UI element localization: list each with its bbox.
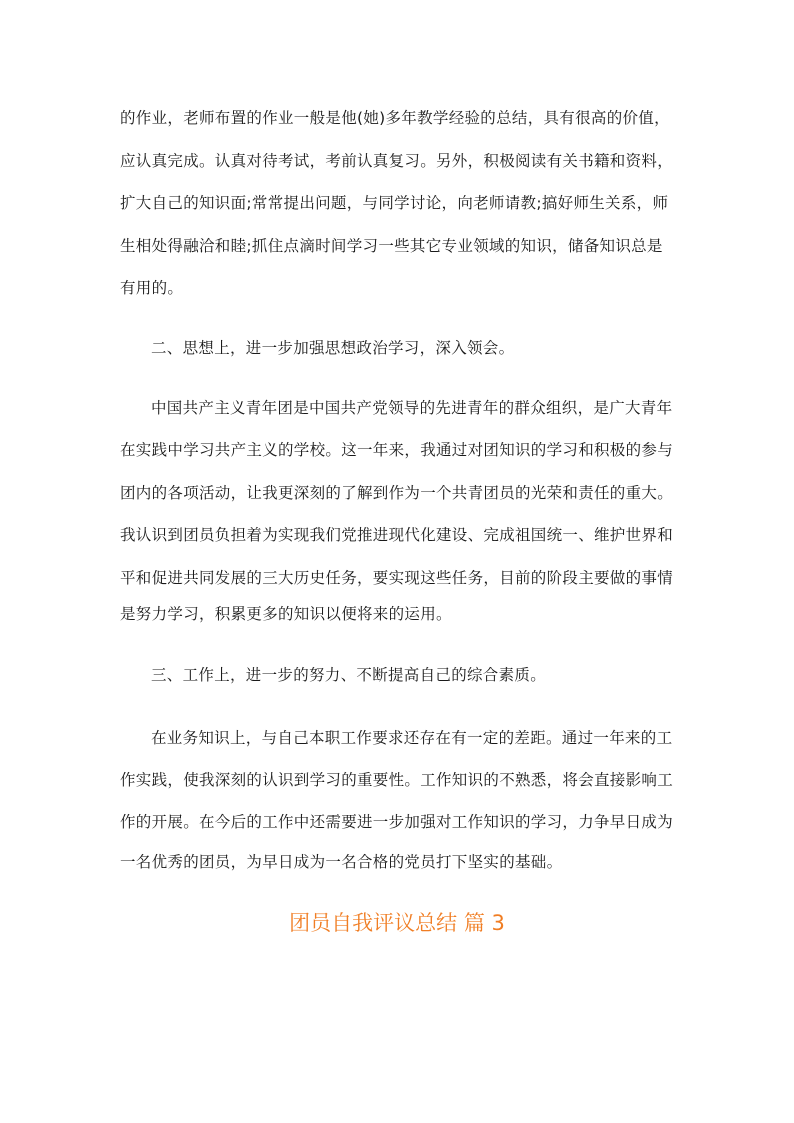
text-line: 应认真完成。认真对待考试，考前认真复习。另外，积极阅读有关书籍和资料，	[120, 152, 674, 170]
text-line: 是努力学习，积累更多的知识以便将来的运用。	[120, 605, 452, 623]
text-line: 团内的各项活动，让我更深刻的了解到作为一个共青团员的光荣和责任的重大。	[120, 484, 674, 502]
text-line: 作的开展。在今后的工作中还需要进一步加强对工作知识的学习，力争早日成为	[120, 813, 674, 831]
text-line: 的作业，老师布置的作业一般是他(她)多年教学经验的总结，具有很高的价值，	[120, 109, 670, 127]
section-heading: 团员自我评议总结 篇 3	[289, 911, 505, 935]
point-two-heading: 二、思想上，进一步加强思想政治学习，深入领会。	[151, 339, 515, 357]
text-line: 在业务知识上，与自己本职工作要求还存在有一定的差距。通过一年来的工	[151, 729, 673, 747]
text-line: 有用的。	[120, 279, 184, 297]
text-line: 我认识到团员负担着为实现我们党推进现代化建设、完成祖国统一、维护世界和	[120, 526, 674, 544]
text-line: 在实践中学习共产主义的学校。这一年来，我通过对团知识的学习和积极的参与	[120, 441, 674, 459]
point-three-heading: 三、工作上，进一步的努力、不断提高自己的综合素质。	[151, 666, 547, 684]
text-line: 一名优秀的团员，为早日成为一名合格的党员打下坚实的基础。	[120, 853, 563, 871]
text-line: 中国共产主义青年团是中国共产党领导的先进青年的群众组织，是广大青年	[151, 399, 673, 417]
text-line: 生相处得融洽和睦;抓住点滴时间学习一些其它专业领域的知识，储备知识总是	[120, 237, 663, 255]
text-line: 作实践，使我深刻的认识到学习的重要性。工作知识的不熟悉，将会直接影响工	[120, 771, 674, 789]
text-line: 扩大自己的知识面;常常提出问题，与同学讨论，向老师请教;搞好师生关系，师	[120, 194, 669, 212]
text-line: 平和促进共同发展的三大历史任务，要实现这些任务，目前的阶段主要做的事情	[120, 569, 674, 587]
